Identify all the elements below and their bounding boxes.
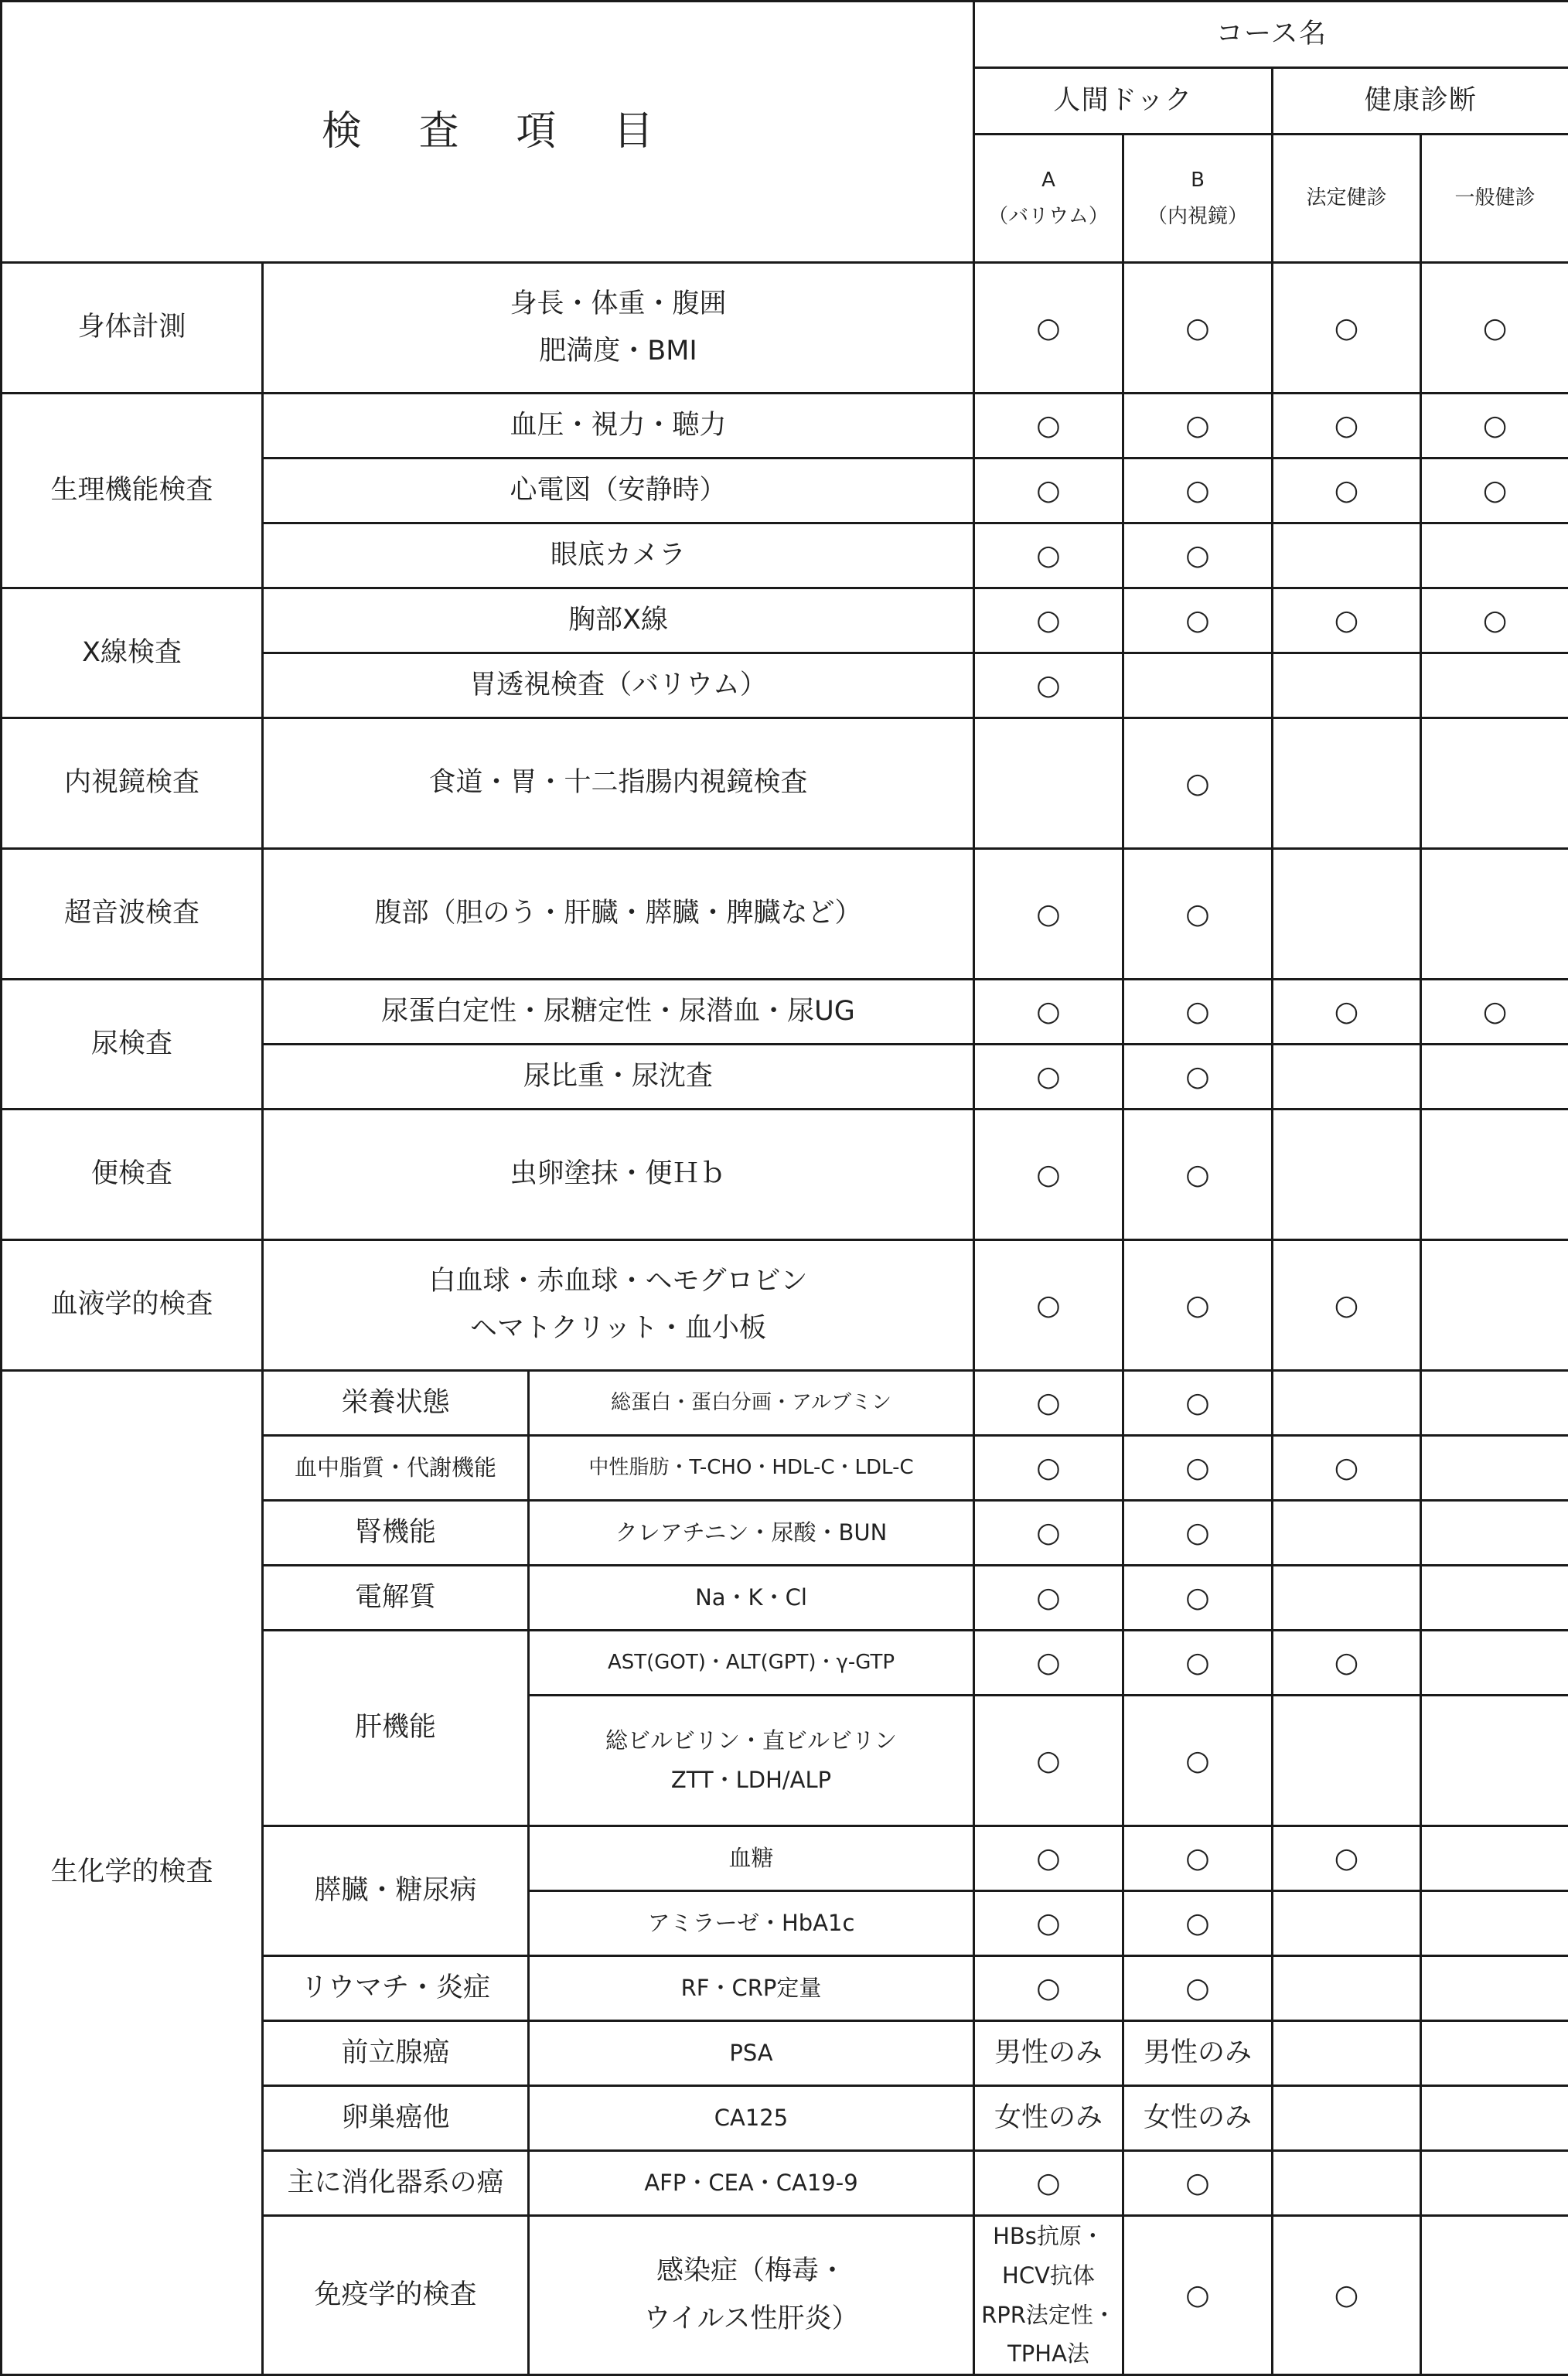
course-b-sublabel: （内視鏡） bbox=[1127, 199, 1268, 235]
subcategory-cell: 血中脂質・代謝機能 bbox=[263, 1436, 529, 1501]
item-cell: AFP・CEA・CA19-9 bbox=[529, 2151, 974, 2216]
circle-mark: ○ bbox=[974, 523, 1123, 588]
circle-mark: ○ bbox=[1273, 1436, 1421, 1501]
empty-cell bbox=[1421, 718, 1568, 849]
circle-mark: ○ bbox=[1123, 1826, 1273, 1891]
category-cell: 血液学的検査 bbox=[2, 1240, 263, 1371]
subcategory-cell: 感染症（梅毒・ ウイルス性肝炎） bbox=[529, 2216, 974, 2375]
subcategory-cell: 膵臓・糖尿病 bbox=[263, 1826, 529, 1956]
course-a-label: A bbox=[978, 162, 1119, 199]
subcategory-cell: 腎機能 bbox=[263, 1501, 529, 1566]
circle-mark: ○ bbox=[1421, 980, 1568, 1045]
item-cell: 血圧・視力・聴力 bbox=[263, 394, 974, 458]
table-row bbox=[2, 718, 1568, 849]
subcategory-cell: 前立腺癌 bbox=[263, 2021, 529, 2086]
empty-cell bbox=[1273, 2086, 1421, 2151]
empty-cell bbox=[1421, 1956, 1568, 2021]
empty-cell bbox=[1273, 718, 1421, 849]
circle-mark: ○ bbox=[1273, 458, 1421, 523]
item-cell: PSA bbox=[529, 2021, 974, 2086]
circle-mark: ○ bbox=[1123, 1501, 1273, 1566]
circle-mark: ○ bbox=[1273, 1631, 1421, 1696]
category-cell: 尿検査 bbox=[2, 980, 263, 1110]
category-cell: X線検査 bbox=[2, 588, 263, 718]
item-cell: 心電図（安静時） bbox=[263, 458, 974, 523]
table-row bbox=[2, 1240, 1568, 1371]
subcategory-cell: リウマチ・炎症 bbox=[263, 1956, 529, 2021]
course-b-label: B bbox=[1127, 162, 1268, 199]
female-only-label: 女性のみ bbox=[1123, 2086, 1273, 2151]
empty-cell bbox=[1421, 2021, 1568, 2086]
circle-mark: ○ bbox=[1123, 2151, 1273, 2216]
circle-mark: ○ bbox=[1421, 263, 1568, 394]
item-cell: 尿比重・尿沈査 bbox=[263, 1045, 974, 1110]
course-a-header bbox=[974, 135, 1123, 263]
empty-cell bbox=[1273, 1696, 1421, 1826]
empty-cell bbox=[1421, 1240, 1568, 1371]
empty-cell bbox=[1273, 1045, 1421, 1110]
circle-mark: ○ bbox=[1123, 1566, 1273, 1631]
item-cell: アミラーゼ・HbA1c bbox=[529, 1891, 974, 1956]
hotei-kenshin-header: 法定健診 bbox=[1273, 135, 1421, 263]
circle-mark: ○ bbox=[1273, 980, 1421, 1045]
circle-mark: ○ bbox=[1123, 980, 1273, 1045]
empty-cell bbox=[1273, 523, 1421, 588]
ippan-kenshin-header: 一般健診 bbox=[1421, 135, 1568, 263]
empty-cell bbox=[1273, 1956, 1421, 2021]
circle-mark: ○ bbox=[1273, 588, 1421, 653]
table-row bbox=[2, 263, 1568, 394]
empty-cell bbox=[1421, 1436, 1568, 1501]
empty-cell bbox=[1273, 1371, 1421, 1436]
circle-mark: ○ bbox=[1123, 458, 1273, 523]
table-row bbox=[2, 1110, 1568, 1240]
item-cell: 眼底カメラ bbox=[263, 523, 974, 588]
category-cell: 生化学的検査 bbox=[2, 1371, 263, 2375]
empty-cell bbox=[1421, 1045, 1568, 1110]
category-cell: 免疫学的検査 bbox=[263, 2216, 529, 2375]
female-only-label: 女性のみ bbox=[974, 2086, 1123, 2151]
course-name-header: コース名 bbox=[974, 2, 1568, 68]
category-cell: 超音波検査 bbox=[2, 849, 263, 980]
course-b-header bbox=[1123, 135, 1273, 263]
circle-mark: ○ bbox=[1273, 394, 1421, 458]
item-cell: Na・K・Cl bbox=[529, 1566, 974, 1631]
empty-cell bbox=[1421, 2151, 1568, 2216]
circle-mark: ○ bbox=[1123, 718, 1273, 849]
course-a-sublabel: （バリウム） bbox=[978, 199, 1119, 235]
circle-mark: ○ bbox=[1123, 523, 1273, 588]
circle-mark: ○ bbox=[974, 1045, 1123, 1110]
empty-cell bbox=[1273, 1501, 1421, 1566]
empty-cell bbox=[1421, 2086, 1568, 2151]
item-cell: RF・CRP定量 bbox=[529, 1956, 974, 2021]
circle-mark: ○ bbox=[1123, 1240, 1273, 1371]
category-cell: 内視鏡検査 bbox=[2, 718, 263, 849]
circle-mark: ○ bbox=[1123, 2216, 1273, 2375]
circle-mark: ○ bbox=[974, 458, 1123, 523]
circle-mark: ○ bbox=[974, 2151, 1123, 2216]
subcategory-cell: 肝機能 bbox=[263, 1631, 529, 1826]
circle-mark: ○ bbox=[1421, 394, 1568, 458]
circle-mark: ○ bbox=[1273, 2216, 1421, 2375]
item-cell: クレアチニン・尿酸・BUN bbox=[529, 1501, 974, 1566]
item-cell: 総ビルビリン・直ビルビリン ZTT・LDH/ALP bbox=[529, 1696, 974, 1826]
empty-cell bbox=[1421, 1696, 1568, 1826]
table-title: 検 査 項 目 bbox=[2, 2, 974, 263]
item-cell: 総蛋白・蛋白分画・アルブミン bbox=[529, 1371, 974, 1436]
circle-mark: ○ bbox=[974, 1631, 1123, 1696]
category-cell: 生理機能検査 bbox=[2, 394, 263, 588]
table-row bbox=[2, 849, 1568, 980]
circle-mark: ○ bbox=[974, 653, 1123, 718]
empty-cell bbox=[1421, 1501, 1568, 1566]
circle-mark: ○ bbox=[1123, 263, 1273, 394]
table-row bbox=[2, 588, 1568, 653]
empty-cell bbox=[1421, 1371, 1568, 1436]
empty-cell bbox=[1421, 1891, 1568, 1956]
circle-mark: ○ bbox=[1123, 1696, 1273, 1826]
circle-mark: ○ bbox=[1123, 1045, 1273, 1110]
empty-cell bbox=[1421, 1826, 1568, 1891]
circle-mark: ○ bbox=[1123, 588, 1273, 653]
circle-mark: ○ bbox=[974, 1826, 1123, 1891]
empty-cell bbox=[1273, 1110, 1421, 1240]
circle-mark: ○ bbox=[1123, 1956, 1273, 2021]
circle-mark: ○ bbox=[1421, 588, 1568, 653]
circle-mark: ○ bbox=[974, 394, 1123, 458]
empty-cell bbox=[1273, 849, 1421, 980]
male-only-label: 男性のみ bbox=[1123, 2021, 1273, 2086]
circle-mark: ○ bbox=[1123, 1436, 1273, 1501]
item-cell: 中性脂肪・T-CHO・HDL-C・LDL-C bbox=[529, 1436, 974, 1501]
empty-cell bbox=[1273, 2151, 1421, 2216]
category-cell: 便検査 bbox=[2, 1110, 263, 1240]
table-row bbox=[2, 394, 1568, 458]
circle-mark: ○ bbox=[1273, 1240, 1421, 1371]
male-only-label: 男性のみ bbox=[974, 2021, 1123, 2086]
circle-mark: ○ bbox=[1421, 458, 1568, 523]
circle-mark: ○ bbox=[974, 1566, 1123, 1631]
empty-cell bbox=[974, 718, 1123, 849]
empty-cell bbox=[1421, 1110, 1568, 1240]
subcategory-cell: 栄養状態 bbox=[263, 1371, 529, 1436]
item-cell: 食道・胃・十二指腸内視鏡検査 bbox=[263, 718, 974, 849]
table-row bbox=[2, 980, 1568, 1045]
ningen-dock-header: 人間ドック bbox=[974, 68, 1273, 135]
item-cell: 腹部（胆のう・肝臓・膵臓・脾臓など） bbox=[263, 849, 974, 980]
item-cell: 身長・体重・腹囲 肥満度・BMI bbox=[263, 263, 974, 394]
circle-mark: ○ bbox=[974, 588, 1123, 653]
circle-mark: ○ bbox=[974, 1696, 1123, 1826]
empty-cell bbox=[1273, 1566, 1421, 1631]
empty-cell bbox=[1421, 523, 1568, 588]
circle-mark: ○ bbox=[974, 263, 1123, 394]
subcategory-cell: 卵巣癌他 bbox=[263, 2086, 529, 2151]
item-cell: 血糖 bbox=[529, 1826, 974, 1891]
item-cell: HBs抗原・HCV抗体 RPR法定性・TPHA法 bbox=[974, 2216, 1123, 2375]
item-cell: 虫卵塗抹・便Ｈｂ bbox=[263, 1110, 974, 1240]
circle-mark: ○ bbox=[1123, 1631, 1273, 1696]
circle-mark: ○ bbox=[1273, 263, 1421, 394]
subcategory-cell: 電解質 bbox=[263, 1566, 529, 1631]
kenko-shindan-header: 健康診断 bbox=[1273, 68, 1568, 135]
item-cell: 白血球・赤血球・ヘモグロビン ヘマトクリット・血小板 bbox=[263, 1240, 974, 1371]
item-cell: CA125 bbox=[529, 2086, 974, 2151]
circle-mark: ○ bbox=[1123, 1891, 1273, 1956]
circle-mark: ○ bbox=[974, 1956, 1123, 2021]
item-cell: 胸部X線 bbox=[263, 588, 974, 653]
circle-mark: ○ bbox=[974, 1501, 1123, 1566]
item-cell: 尿蛋白定性・尿糖定性・尿潜血・尿UG bbox=[263, 980, 974, 1045]
circle-mark: ○ bbox=[974, 1891, 1123, 1956]
category-cell: 身体計測 bbox=[2, 263, 263, 394]
empty-cell bbox=[1273, 2021, 1421, 2086]
empty-cell bbox=[1421, 849, 1568, 980]
empty-cell bbox=[1123, 653, 1273, 718]
empty-cell bbox=[1421, 1566, 1568, 1631]
circle-mark: ○ bbox=[1123, 1371, 1273, 1436]
table-row bbox=[2, 1371, 1568, 1436]
empty-cell bbox=[1421, 653, 1568, 718]
item-cell: AST(GOT)・ALT(GPT)・γ-GTP bbox=[529, 1631, 974, 1696]
circle-mark: ○ bbox=[974, 1371, 1123, 1436]
empty-cell bbox=[1273, 1891, 1421, 1956]
circle-mark: ○ bbox=[974, 1436, 1123, 1501]
empty-cell bbox=[1273, 653, 1421, 718]
circle-mark: ○ bbox=[974, 1110, 1123, 1240]
circle-mark: ○ bbox=[1273, 1826, 1421, 1891]
subcategory-cell: 主に消化器系の癌 bbox=[263, 2151, 529, 2216]
item-cell: 胃透視検査（バリウム） bbox=[263, 653, 974, 718]
circle-mark: ○ bbox=[974, 1240, 1123, 1371]
circle-mark: ○ bbox=[974, 849, 1123, 980]
circle-mark: ○ bbox=[1123, 1110, 1273, 1240]
circle-mark: ○ bbox=[974, 980, 1123, 1045]
circle-mark: ○ bbox=[1123, 849, 1273, 980]
empty-cell bbox=[1421, 1631, 1568, 1696]
circle-mark: ○ bbox=[1123, 394, 1273, 458]
